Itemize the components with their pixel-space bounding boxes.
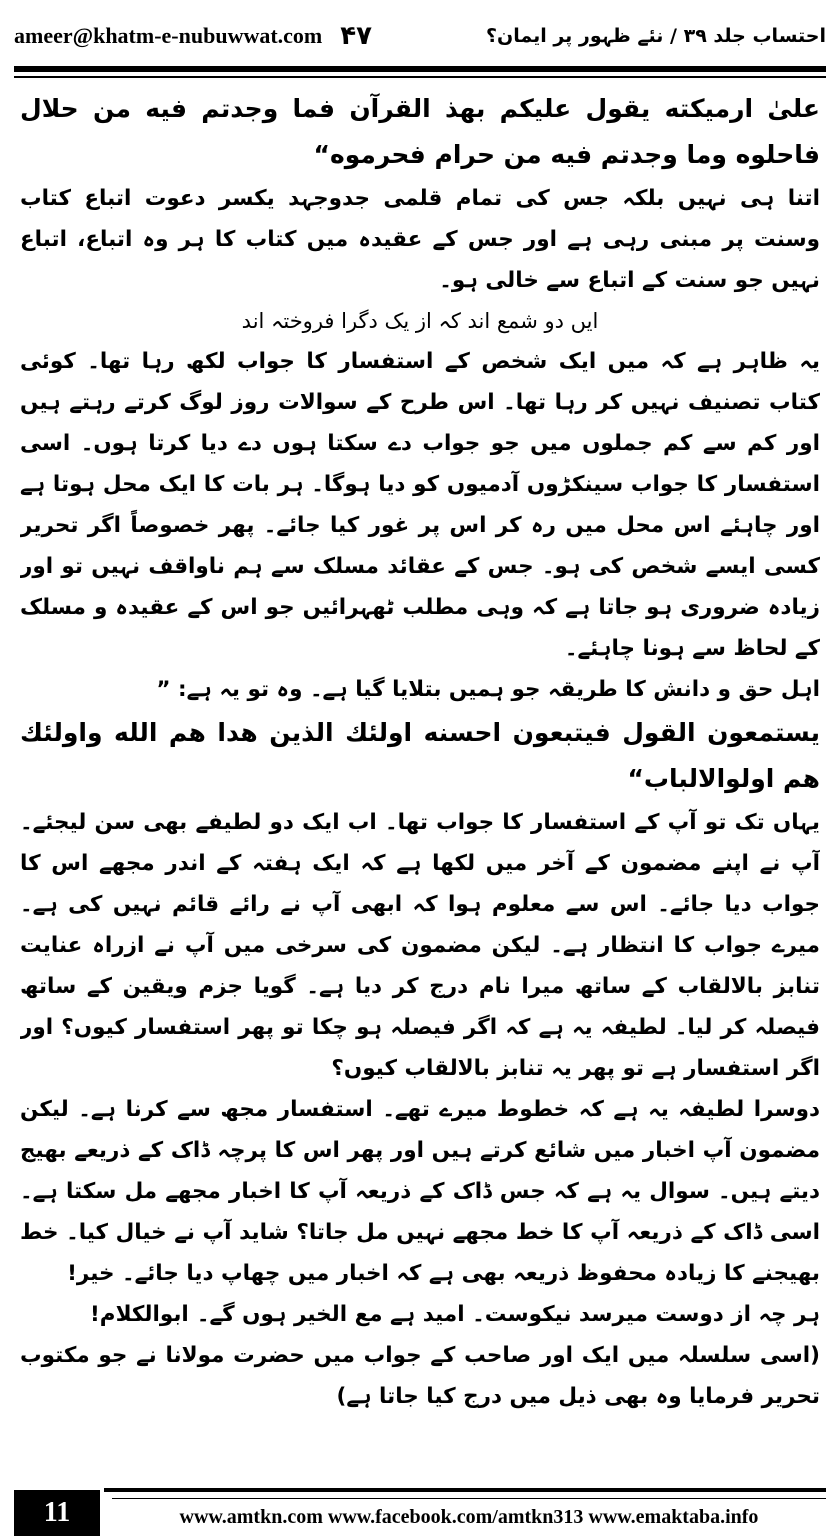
footer-rule: [104, 1488, 826, 1492]
signature: ابوالکلام!: [90, 1302, 189, 1327]
header-left: [14, 21, 372, 51]
paragraph-5: دوسرا لطیفہ یہ ہے کہ خطوط میرے تھے۔ استفسار مجھ سے کرنا ہے۔ لیکن مضمون آپ اخبار میں شائع کرتے ہیں اور پھر اس کا پرچہ ڈاک کے ذریعے بھیج دیتے ہیں۔ سوال یہ ہے کہ جس ڈاک کے ذریعہ آپ کا اخبار مجھے مل سکتا ہے۔ اسی ڈاک کے ذریعہ آپ کا خط مجھے نہیں مل جاتا؟ شاید آپ نے خیال کیا۔ خط بھیجنے کا زیادہ محفوظ ذریعہ بھی ہے کہ اخبار میں چھاپ دیا جائے۔ خیر!: [20, 1097, 820, 1286]
page-header: [14, 8, 826, 64]
header-rule-thin: [14, 76, 826, 78]
footer-page-number: 11: [14, 1490, 100, 1536]
closing-text: ہر چہ از دوست میرسد نیکوست۔ امید ہے مع الخیر ہوں گے۔: [196, 1302, 820, 1327]
arabic-quote-1: علىٰ ارميكته يقول عليكم بهذ القرآن فما وجدتم فيه من حلال فاحلوه وما وجدتم فيه من حرام فحرموه“: [20, 94, 820, 169]
header-page-number: ۴۷: [340, 21, 373, 51]
arabic-quote-2: يستمعون القول فيتبعون احسنه اولئك الذين هدا هم الله واولئك هم اولوالالباب“: [20, 718, 820, 793]
page-body: [20, 86, 820, 1470]
header-rule-thick: [14, 66, 826, 72]
paragraph-3-intro: [20, 669, 820, 710]
closing-line: [20, 1294, 820, 1335]
editor-note: (اسی سلسلہ میں ایک اور صاحب کے جواب میں حضرت مولانا نے جو مکتوب تحریر فرمایا وہ بھی ذیل میں درج کیا جاتا ہے): [20, 1343, 820, 1409]
paragraph-4: یہاں تک تو آپ کے استفسار کا جواب تھا۔ اب ایک دو لطیفے بھی سن لیجئے۔ آپ نے اپنے مضمون کے آخر میں لکھا ہے کہ ایک ہفتہ کے اندر مجھے اس کا جواب دیا جائے۔ اس سے معلوم ہوا کہ ابھی آپ نے رائے قائم نہیں کی ہے۔ میرے جواب کا انتظار ہے۔ لیکن مضمون کی سرخی میں آپ نے ازراہ عنایت تنابز بالالقاب کے ساتھ میرا نام درج کر دیا ہے۔ گویا جزم ویقین کے ساتھ فیصلہ کر لیا۔ لطیفہ یہ ہے کہ اگر فیصلہ ہو چکا تو پھر استفسار کیوں؟ اور اگر استفسار ہے تو پھر یہ تنابز بالالقاب کیوں؟: [20, 810, 820, 1081]
running-title: احتساب جلد ۳۹ / نئے ظہور پر ایمان؟: [485, 25, 826, 47]
paragraph-3-intro-text: اہل حق و دانش کا طریقہ جو ہمیں بتلایا گیا ہے۔ وہ تو یہ ہے: ”: [156, 677, 820, 702]
page-footer: [0, 1482, 840, 1540]
footer-urls: www.amtkn.com www.facebook.com/amtkn313 www.emaktaba.info: [112, 1498, 826, 1535]
paragraph-1: اتنا ہی نہیں بلکہ جس کی تمام قلمی جدوجہد یکسر دعوت اتباع کتاب وسنت پر مبنی رہی ہے اور جس کے عقیدہ میں کتاب کا ہر وہ اتباع، اتباع نہیں جو سنت کے اتباع سے خالی ہو۔: [20, 186, 820, 293]
header-email: ameer@khatm-e-nubuwwat.com: [14, 23, 323, 48]
persian-verse: ایں دو شمع اند کہ از یک دگرا فروختہ اند: [241, 309, 599, 333]
paragraph-2: یہ ظاہر ہے کہ میں ایک شخص کے استفسار کا جواب لکھ رہا تھا۔ کوئی کتاب تصنیف نہیں کر رہا تھا۔ اس طرح کے سوالات روز لوگ کرتے رہتے ہیں اور کم سے کم جملوں میں جو جواب دے سکتا ہوں دے دیا کرتا ہوں۔ اسی استفسار کا جواب سینکڑوں آدمیوں کو دیا ہوگا۔ ہر بات کا ایک محل ہوتا ہے اور چاہئے اس محل میں رہ کر اس پر غور کیا جائے۔ پھر خصوصاً اگر تحریر کسی ایسے شخص کی ہو۔ جس کے عقائد مسلک سے ہم ناواقف نہیں تو اور زیادہ ضروری ہو جاتا ہے کہ وہی مطلب ٹھہرائیں جو اس کے عقیدہ و مسلک کے لحاظ سے ہونا چاہئے۔: [20, 349, 820, 661]
